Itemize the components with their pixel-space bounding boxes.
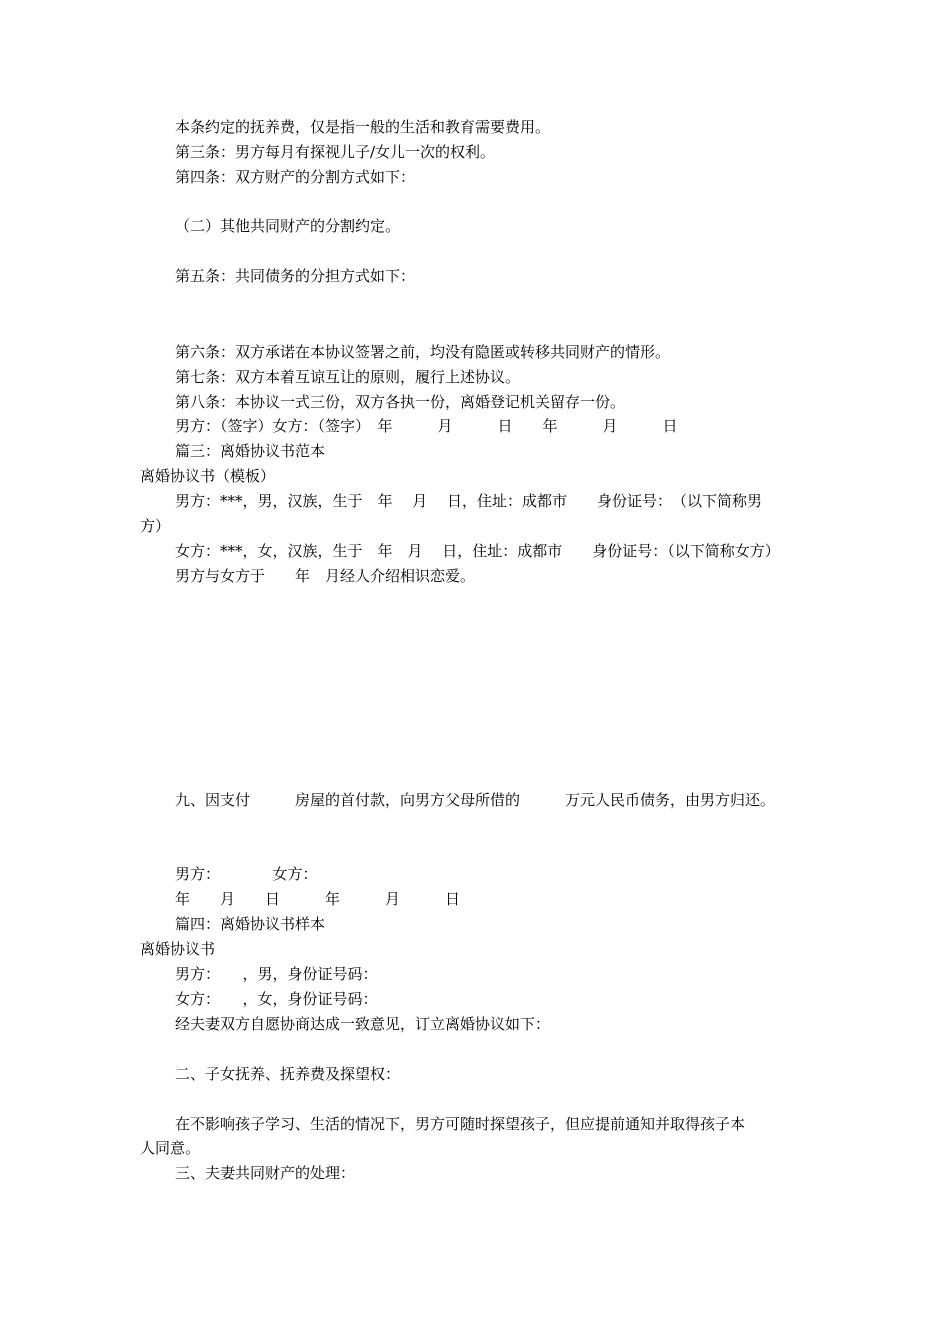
text-line: （二）其他共同财产的分割约定。 — [175, 217, 401, 235]
text-line: 三、夫妻共同财产的处理： — [175, 1164, 356, 1182]
text-line: 第七条：双方本着互谅互让的原则，履行上述协议。 — [175, 368, 521, 386]
text-line: 男方：***，男，汉族，生于 年 月 日，住址：成都市 身份证号： （以下简称男 — [175, 492, 763, 510]
text-line: 本条约定的抚养费，仅是指一般的生活和教育需要费用。 — [175, 118, 551, 136]
text-line: 第八条：本协议一式三份，双方各执一份，离婚登记机关留存一份。 — [175, 393, 626, 411]
text-line: 第六条：双方承诺在本协议签署之前，均没有隐匿或转移共同财产的情形。 — [175, 343, 671, 361]
text-line: 在不影响孩子学习、生活的情况下，男方可随时探望孩子，但应提前通知并取得孩子本 — [175, 1115, 746, 1133]
text-line: 第四条：双方财产的分割方式如下： — [175, 168, 416, 186]
section-heading: 篇三：离婚协议书范本 — [175, 442, 326, 460]
text-line: 方） — [140, 517, 171, 535]
text-line: 第五条：共同债务的分担方式如下： — [175, 267, 416, 285]
section-heading: 篇四：离婚协议书样本 — [175, 915, 326, 933]
text-line: 经夫妻双方自愿协商达成一致意见，订立离婚协议如下： — [175, 1015, 551, 1033]
text-line: 二、子女抚养、抚养费及探望权： — [175, 1065, 401, 1083]
text-line: 人同意。 — [140, 1139, 201, 1157]
text-line: 第三条：男方每月有探视儿子/女儿一次的权利。 — [175, 143, 496, 161]
document-title: 离婚协议书（模板） — [140, 467, 276, 485]
text-line: 男方： ，男，身份证号码： — [175, 965, 378, 983]
date-line: 年 月 日 年 月 日 — [175, 890, 461, 908]
text-line: 女方： ，女，身份证号码： — [175, 990, 378, 1008]
text-line: 男方与女方于 年 月经人介绍相识恋爱。 — [175, 567, 476, 585]
signature-line: 男方： 女方： — [175, 865, 318, 883]
document-title: 离婚协议书 — [140, 940, 216, 958]
text-line: 女方：***，女，汉族，生于 年 月 日，住址：成都市 身份证号：（以下简称女方） — [175, 542, 780, 560]
signature-line: 男方：（签字）女方：（签字） 年 月 日 年 月 日 — [175, 417, 678, 435]
text-line: 九、因支付 房屋的首付款，向男方父母所借的 万元人民币债务，由男方归还。 — [175, 791, 776, 809]
